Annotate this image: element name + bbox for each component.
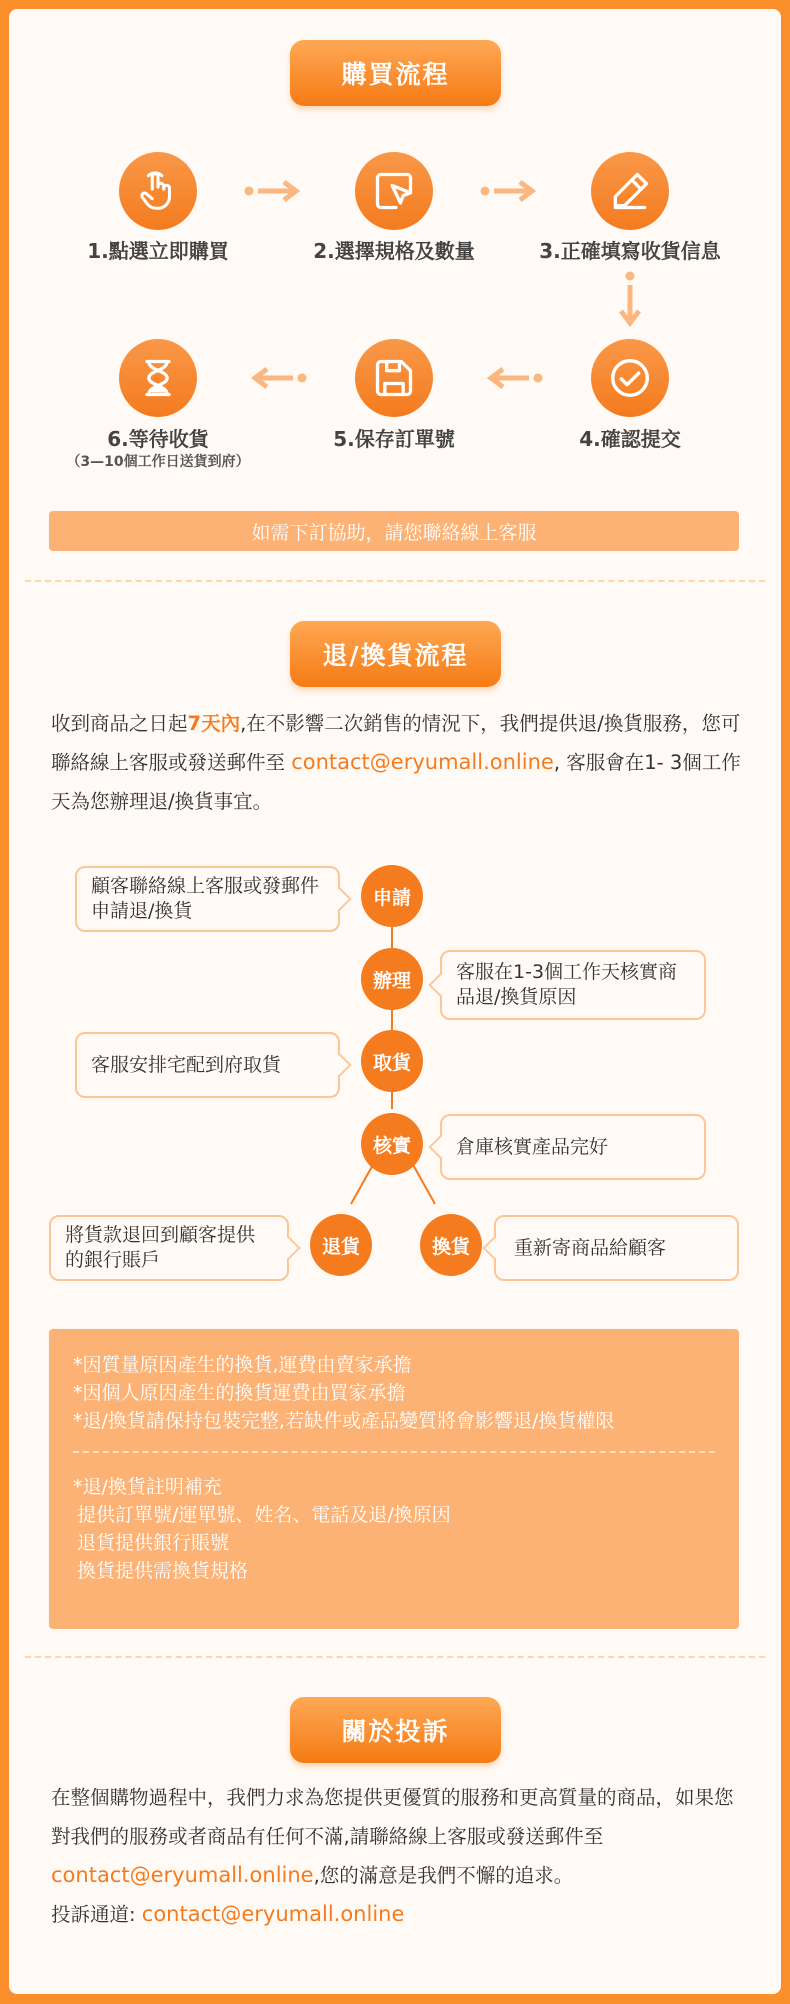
arrow-left-icon (247, 366, 307, 390)
section-divider (25, 1656, 765, 1658)
flow-bubble-pickup (75, 1032, 340, 1098)
purchase-section-title: 購買流程 (290, 40, 501, 106)
return-notes-box (49, 1329, 739, 1629)
arrow-right-icon (480, 179, 540, 203)
contact-email-link[interactable]: contact@eryumall.online (291, 750, 554, 774)
note-line: *因個人原因產生的換貨運費由買家承擔 (73, 1382, 406, 1404)
note-extra-line: 退貨提供銀行賬號 (77, 1532, 230, 1554)
complaint-body: ,您的滿意是我們不懈的追求。 (313, 1864, 574, 1887)
bubble-text: 顧客聯絡線上客服或發郵件申請退/換貨 (91, 875, 320, 922)
bubble-text: 重新寄商品給顧客 (514, 1236, 667, 1259)
save-disk-icon (355, 339, 433, 417)
order-help-bar[interactable]: 如需下訂協助，請您聯絡線上客服 (49, 511, 739, 551)
hourglass-icon (119, 339, 197, 417)
step-4-label: 4.確認提交 (579, 427, 681, 451)
flow-node-apply: 申請 (361, 865, 423, 927)
cursor-select-icon (355, 152, 433, 230)
note-line: *退/換貨請保持包裝完整,若缺件或產品變質將會影響退/換貨權限 (73, 1410, 615, 1432)
bubble-text: 將貨款退回到顧客提供的銀行賬戶 (65, 1224, 256, 1271)
highlight-7-days: 7天內 (187, 712, 241, 735)
flow-bubble-process (440, 950, 706, 1020)
note-extra-title: *退/換貨註明補充 (73, 1476, 222, 1498)
step-1-label: 1.點選立即購買 (87, 239, 229, 263)
pencil-icon (591, 152, 669, 230)
note-extra-line: 換貨提供需換貨規格 (77, 1560, 249, 1582)
returns-section-title: 退/換貨流程 (290, 621, 501, 687)
section-divider (25, 580, 765, 582)
intro-text: 收到商品之日起 (51, 712, 188, 735)
note-line: *因質量原因產生的換貨,運費由賣家承擔 (73, 1354, 412, 1376)
step-6-label: 6.等待收貨 (107, 427, 209, 451)
step-2-label: 2.選擇規格及數量 (313, 239, 475, 263)
flow-node-verify: 核實 (361, 1113, 423, 1175)
complaint-text (51, 1778, 741, 1934)
arrow-right-icon (244, 179, 304, 203)
flow-node-process: 辦理 (361, 948, 423, 1010)
notes-divider (73, 1451, 715, 1453)
intro-text: , 客服會在1- 3個工作天為您辦理退/換貨事宜。 (51, 751, 741, 813)
complaint-section-title: 關於投訴 (290, 1697, 501, 1763)
arrow-down-icon (618, 271, 642, 331)
bubble-text: 倉庫核實產品完好 (456, 1135, 609, 1158)
flow-bubble-exchange (494, 1215, 739, 1281)
flow-bubble-apply (75, 866, 340, 932)
complaint-body: 在整個購物過程中，我們力求為您提供更優質的服務和更高質量的商品，如果您對我們的服務或者商品有任何不滿,請聯絡線上客服或發送郵件至 (51, 1786, 734, 1848)
bubble-text: 客服安排宅配到府取貨 (91, 1053, 282, 1076)
step-3-label: 3.正確填寫收貨信息 (539, 239, 721, 263)
step-6-sublabel: （3—10個工作日送貨到府） (66, 454, 250, 470)
complaint-channel-email[interactable]: contact@eryumall.online (141, 1902, 405, 1926)
bubble-text: 客服在1-3個工作天核實商品退/換貨原因 (456, 961, 678, 1008)
arrow-left-icon (483, 366, 543, 390)
intro-text: ,在不影響二次銷售的情況下，我們提供退/換貨服務，您可聯絡線上客服或發送郵件至 (51, 712, 741, 774)
pointer-hand-icon (119, 152, 197, 230)
complaint-channel-label: 投訴通道: (51, 1903, 142, 1926)
page-frame (9, 9, 781, 1994)
returns-intro (51, 704, 741, 821)
flow-bubble-refund (49, 1215, 289, 1281)
contact-email-link[interactable]: contact@eryumall.online (51, 1863, 314, 1887)
flow-node-refund: 退貨 (310, 1214, 372, 1276)
flow-bubble-verify (440, 1114, 706, 1180)
flow-node-exchange: 換貨 (420, 1214, 482, 1276)
check-circle-icon (591, 339, 669, 417)
step-5-label: 5.保存訂單號 (333, 427, 455, 451)
flow-node-pickup: 取貨 (361, 1030, 423, 1092)
note-extra-line: 提供訂單號/運單號、姓名、電話及退/換原因 (77, 1504, 451, 1526)
